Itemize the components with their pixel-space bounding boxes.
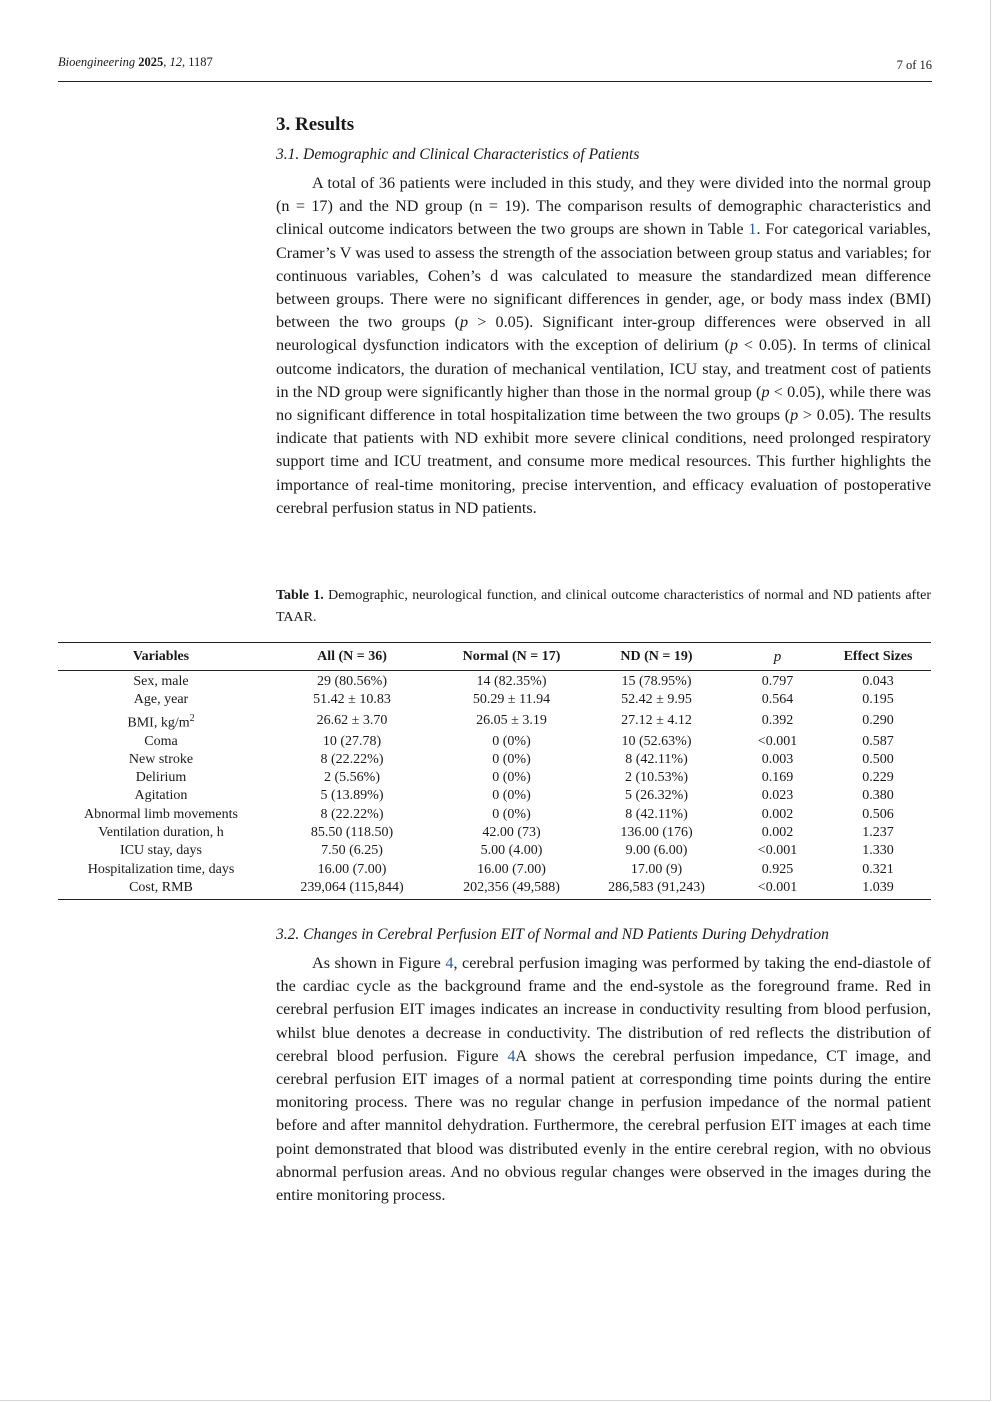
section-title: 3. Results [276, 114, 355, 135]
table-cell: 0.229 [862, 770, 894, 786]
table-cell: 8 (22.22%) [320, 751, 384, 767]
figure-4-link[interactable]: 4 [445, 954, 454, 972]
table-cell: ICU stay, days [120, 843, 202, 859]
table-cell: 0.797 [761, 674, 794, 689]
table-caption-text: Demographic, neurological function, and clinical outcome characteristics of normal and ND patients after TAAR. [276, 588, 931, 625]
table-row [58, 691, 931, 709]
table-cell: 5 (13.89%) [320, 788, 384, 804]
table-row [58, 787, 931, 805]
subsection-title-3-2: 3.2. Changes in Cerebral Perfusion EIT of Normal and ND Patients During Dehydration [276, 926, 829, 943]
table-cell: 7.50 (6.25) [321, 843, 383, 859]
table-caption-label: Table 1. [276, 588, 324, 603]
column-header: p [730, 643, 825, 671]
table-cell: 26.05 ± 3.19 [476, 712, 547, 728]
table-cell: 50.29 ± 11.94 [472, 692, 551, 708]
table-cell: 8 (42.11%) [625, 806, 688, 822]
table-cell: 14 (82.35%) [476, 674, 547, 689]
table-cell: 0.925 [761, 861, 794, 877]
results-paragraph-2: As shown in Figure 4, cerebral perfusion imaging was performed by taking the end-diastole of the cardiac cycle as the background frame and the end-systole as the foreground frame. Red in cerebral perfusion EIT images indicates an increase in conductivity resulting from blood perfusion, whilst blue denotes a decrease in conductivity. The distribution of red reflects the distribution of cerebral blood perfusion. Figure 4A shows the cerebral perfusion impedance, CT image, and cerebral perfusion EIT images of a normal patient at corresponding time points during the entire monitoring process. There was no regular change in perfusion impedance of the normal patient before and after mannitol dehydration. Furthermore, the cerebral perfusion EIT images at each time point demonstrated that blood was distributed evenly in the entire cerebral region, with no obvious abnormal perfusion areas. And no obvious regular changes were observed in the images during the entire monitoring process. [276, 954, 931, 1205]
table-cell: 0 (0%) [492, 788, 531, 804]
table-cell: Ventilation duration, h [98, 825, 224, 841]
table-cell: 0.169 [761, 770, 794, 786]
table-cell: 10 (52.63%) [621, 733, 692, 749]
table-1-link[interactable]: 1 [748, 220, 757, 239]
journal-citation: Bioengineering 2025, 12, 1187 [58, 55, 213, 69]
column-header: All (N = 36) [264, 643, 440, 671]
table-1-caption [276, 585, 931, 628]
page-number: 7 of 16 [896, 58, 932, 72]
table-cell: 15 (78.95%) [621, 674, 692, 689]
journal-name: Bioengineering [58, 55, 136, 69]
subsection-title-3-1: 3.1. Demographic and Clinical Characteristics of Patients [276, 146, 640, 163]
table-row [58, 733, 931, 751]
table-cell: 0.506 [862, 806, 894, 822]
table-cell: 1.330 [862, 843, 894, 859]
table-cell: 202,356 (49,588) [440, 879, 583, 900]
table-cell: 0.587 [862, 733, 894, 749]
table-row [58, 769, 931, 787]
table-cell: 1.237 [862, 825, 894, 841]
table-row [58, 671, 931, 692]
journal-year: 2025 [138, 55, 164, 69]
table-cell: 17.00 (9) [630, 861, 683, 877]
running-header [58, 55, 932, 82]
figure-4-link[interactable]: 4 [507, 1046, 516, 1065]
table-row [58, 861, 931, 879]
table-cell: Coma [144, 733, 178, 749]
table-cell: 0 (0%) [492, 806, 531, 822]
table-cell: 0.002 [761, 825, 794, 841]
table-cell: <0.001 [757, 843, 798, 859]
table-cell: <0.001 [757, 733, 798, 749]
table-cell: 52.42 ± 9.95 [621, 692, 692, 708]
column-header: ND (N = 19) [583, 643, 730, 671]
table-cell: Abnormal limb movements [84, 806, 238, 822]
table-cell: 0.380 [862, 788, 894, 804]
table-cell: 136.00 (176) [620, 825, 693, 841]
table-cell: 1.039 [825, 879, 931, 900]
table-cell: 51.42 ± 10.83 [313, 692, 391, 708]
table-cell: 10 (27.78) [322, 733, 382, 749]
table-cell: 26.62 ± 3.70 [316, 712, 388, 728]
table-cell: 0.023 [761, 788, 794, 804]
results-paragraph-1: A total of 36 patients were included in this study, and they were divided into the normal group (n = 17) and the ND group (n = 19). The comparison results of demographic characteristics and clinical outcome indicators between the two groups are shown in Table 1. For categorical variables, Cramer’s V was used to assess the strength of the association between group status and variables; for continuous variables, Cohen’s d was calculated to measure the standardized mean difference between groups. There were no significant differences in gender, age, or body mass index (BMI) between the two groups (p > 0.05). Significant inter-group differences were observed in all neurological dysfunction indicators with the exception of delirium (p < 0.05). In terms of clinical outcome indicators, the duration of mechanical ventilation, ICU stay, and treatment cost of patients in the ND group were significantly higher than those in the normal group (p < 0.05), while there was no significant difference in total hospitalization time between the two groups (p > 0.05). The results indicate that patients with ND exhibit more severe clinical conditions, need prolonged respiratory support time and ICU treatment, and consume more medical resources. This further highlights the importance of real-time monitoring, precise intervention, and efficacy evaluation of postoperative cerebral perfusion status in ND patients. [276, 174, 932, 517]
table-cell: Age, year [133, 692, 189, 708]
table-1 [58, 642, 931, 900]
column-header: Normal (N = 17) [440, 643, 583, 671]
table-cell: 5.00 (4.00) [480, 843, 543, 859]
table-cell: 286,583 (91,243) [583, 879, 730, 900]
table-cell: 16.00 (7.00) [477, 861, 546, 877]
table-cell: 0 (0%) [492, 770, 531, 786]
table-cell: New stroke [128, 751, 194, 767]
table-cell: Agitation [134, 788, 188, 804]
journal-volume: 12 [169, 55, 182, 69]
table-cell: 0.002 [761, 806, 794, 822]
table-cell: 0.195 [862, 692, 894, 708]
table-row [58, 806, 931, 824]
bmi-superscript: 2 [189, 712, 195, 724]
table-cell: 0.564 [761, 692, 794, 708]
table-row [58, 879, 931, 900]
table-row [58, 824, 931, 842]
table-cell: 0.003 [761, 751, 794, 767]
table-row [58, 842, 931, 860]
column-header: Variables [58, 643, 264, 671]
table-cell: 0.290 [862, 712, 894, 728]
table-cell: 0.500 [862, 751, 894, 767]
table-header-row [58, 643, 931, 671]
table-cell: 16.00 (7.00) [317, 861, 387, 877]
table-cell: 8 (22.22%) [320, 806, 384, 822]
article-number: 1187 [188, 55, 213, 69]
table-cell: 8 (42.11%) [625, 751, 688, 767]
table-cell: Sex, male [133, 674, 189, 689]
table-cell: Hospitalization time, days [87, 861, 235, 877]
table-cell: 2 (10.53%) [625, 770, 688, 786]
table-cell: 0 (0%) [492, 733, 531, 749]
table-row [58, 710, 931, 733]
table-cell: 85.50 (118.50) [310, 825, 394, 841]
table-cell: 0.321 [862, 861, 894, 877]
table-cell: 2 (5.56%) [324, 770, 380, 786]
table-cell: Cost, RMB [58, 879, 264, 900]
table-cell: 0 (0%) [492, 751, 531, 767]
table-cell: Delirium [135, 770, 187, 786]
table-cell: 0.392 [761, 712, 794, 728]
table-row [58, 751, 931, 769]
table-cell: <0.001 [730, 879, 825, 900]
table-cell: BMI, $kg/m^2$ [127, 712, 195, 731]
table-cell: 9.00 (6.00) [625, 843, 688, 859]
table-cell: 239,064 (115,844) [264, 879, 440, 900]
table-cell: 0.043 [862, 674, 894, 689]
column-header: Effect Sizes [825, 643, 931, 671]
table-cell: 5 (26.32%) [625, 788, 688, 804]
table-cell: 29 (80.56%) [317, 674, 387, 689]
table-cell: 27.12 ± 4.12 [621, 712, 692, 728]
table-cell: 42.00 (73) [482, 825, 541, 841]
